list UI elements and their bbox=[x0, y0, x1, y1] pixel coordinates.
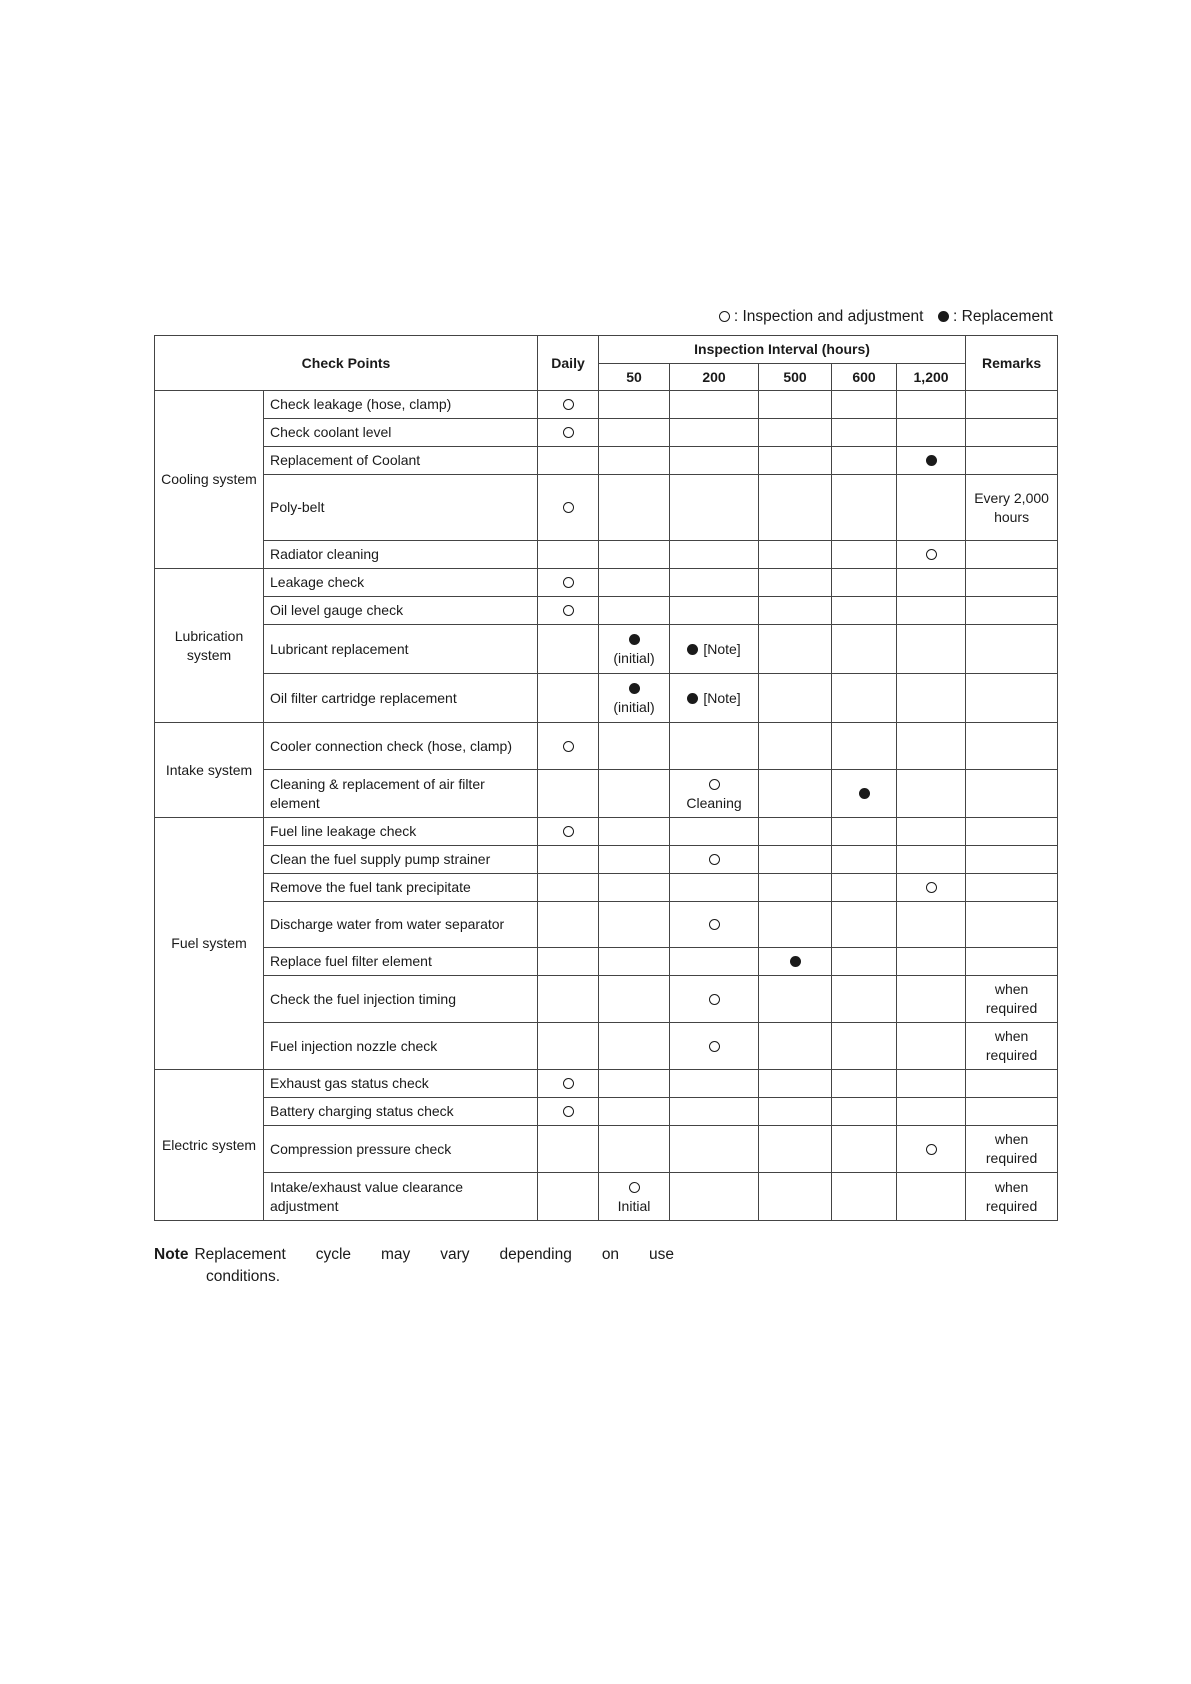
header-daily: Daily bbox=[538, 336, 599, 391]
replacement-mark-icon bbox=[926, 455, 937, 466]
replacement-mark-icon bbox=[790, 956, 801, 967]
replacement-mark-icon bbox=[687, 693, 698, 704]
replacement-mark-icon bbox=[859, 788, 870, 799]
table-row bbox=[155, 1126, 1058, 1173]
table-row bbox=[155, 976, 1058, 1023]
table-row bbox=[155, 846, 1058, 874]
maintenance-schedule-table bbox=[154, 335, 1058, 1221]
check-point-label: Oil level gauge check bbox=[264, 597, 538, 625]
interval-cell-600 bbox=[832, 1023, 897, 1070]
interval-cell-50 bbox=[599, 475, 670, 541]
cell-caption: (initial) bbox=[613, 650, 655, 666]
remarks-cell bbox=[966, 874, 1058, 902]
inspection-mark-icon bbox=[563, 605, 574, 616]
inspection-mark-icon bbox=[563, 427, 574, 438]
interval-cell-500 bbox=[759, 447, 832, 475]
daily-cell bbox=[538, 818, 599, 846]
inspection-mark-icon bbox=[563, 399, 574, 410]
interval-cell-1-200 bbox=[897, 770, 966, 818]
interval-cell-1-200 bbox=[897, 625, 966, 674]
remarks-cell bbox=[966, 948, 1058, 976]
table-row bbox=[155, 874, 1058, 902]
interval-cell-200 bbox=[670, 419, 759, 447]
check-point-label: Check the fuel injection timing bbox=[264, 976, 538, 1023]
daily-cell bbox=[538, 1070, 599, 1098]
interval-cell-1-200 bbox=[897, 1070, 966, 1098]
interval-cell-200 bbox=[670, 902, 759, 948]
remarks-cell bbox=[966, 625, 1058, 674]
interval-cell-600 bbox=[832, 818, 897, 846]
check-point-label: Radiator cleaning bbox=[264, 541, 538, 569]
table-row bbox=[155, 948, 1058, 976]
interval-cell-1-200 bbox=[897, 976, 966, 1023]
daily-cell bbox=[538, 475, 599, 541]
remarks-cell bbox=[966, 902, 1058, 948]
daily-cell bbox=[538, 625, 599, 674]
interval-cell-500 bbox=[759, 1098, 832, 1126]
interval-cell-600 bbox=[832, 419, 897, 447]
open-circle-icon bbox=[719, 311, 730, 322]
check-point-label: Discharge water from water separator bbox=[264, 902, 538, 948]
table-row bbox=[155, 569, 1058, 597]
interval-cell-50 bbox=[599, 674, 670, 723]
table-row bbox=[155, 541, 1058, 569]
interval-cell-200 bbox=[670, 1023, 759, 1070]
interval-cell-600 bbox=[832, 976, 897, 1023]
system-electric-system: Electric system bbox=[155, 1070, 264, 1221]
check-point-label: Lubricant replacement bbox=[264, 625, 538, 674]
check-point-label: Battery charging status check bbox=[264, 1098, 538, 1126]
interval-cell-50 bbox=[599, 818, 670, 846]
remarks-cell: when required bbox=[966, 1126, 1058, 1173]
interval-cell-50 bbox=[599, 597, 670, 625]
inspection-mark-icon bbox=[563, 577, 574, 588]
interval-cell-200 bbox=[670, 391, 759, 419]
check-point-label: Compression pressure check bbox=[264, 1126, 538, 1173]
replacement-mark-icon bbox=[629, 634, 640, 645]
interval-cell-600 bbox=[832, 948, 897, 976]
interval-cell-50 bbox=[599, 391, 670, 419]
daily-cell bbox=[538, 674, 599, 723]
inspection-mark-icon bbox=[709, 854, 720, 865]
interval-cell-600 bbox=[832, 1173, 897, 1221]
daily-cell bbox=[538, 419, 599, 447]
check-point-label: Clean the fuel supply pump strainer bbox=[264, 846, 538, 874]
system-cooling-system: Cooling system bbox=[155, 391, 264, 569]
daily-cell bbox=[538, 597, 599, 625]
interval-cell-500 bbox=[759, 475, 832, 541]
interval-cell-500 bbox=[759, 597, 832, 625]
daily-cell bbox=[538, 1126, 599, 1173]
remarks-cell bbox=[966, 447, 1058, 475]
interval-cell-50 bbox=[599, 1023, 670, 1070]
interval-cell-50 bbox=[599, 1098, 670, 1126]
interval-cell-500 bbox=[759, 874, 832, 902]
interval-cell-50 bbox=[599, 625, 670, 674]
legend-replacement-label: : Replacement bbox=[953, 308, 1053, 325]
interval-cell-1-200 bbox=[897, 1023, 966, 1070]
interval-cell-600 bbox=[832, 597, 897, 625]
interval-cell-50 bbox=[599, 569, 670, 597]
inspection-mark-icon bbox=[563, 741, 574, 752]
interval-cell-50 bbox=[599, 541, 670, 569]
header-hours-500: 500 bbox=[759, 364, 832, 391]
remarks-cell bbox=[966, 391, 1058, 419]
replacement-mark-icon bbox=[629, 683, 640, 694]
table-row bbox=[155, 1173, 1058, 1221]
interval-cell-600 bbox=[832, 674, 897, 723]
header-hours-50: 50 bbox=[599, 364, 670, 391]
remarks-cell bbox=[966, 846, 1058, 874]
remarks-cell bbox=[966, 818, 1058, 846]
interval-cell-1-200 bbox=[897, 597, 966, 625]
daily-cell bbox=[538, 723, 599, 770]
interval-cell-1-200 bbox=[897, 1098, 966, 1126]
table-row bbox=[155, 723, 1058, 770]
interval-cell-200 bbox=[670, 475, 759, 541]
interval-cell-200 bbox=[670, 541, 759, 569]
inspection-mark-icon bbox=[709, 919, 720, 930]
interval-cell-500 bbox=[759, 674, 832, 723]
note-line-2: conditions. bbox=[206, 1268, 281, 1285]
interval-cell-600 bbox=[832, 770, 897, 818]
interval-cell-50 bbox=[599, 976, 670, 1023]
interval-cell-50 bbox=[599, 1126, 670, 1173]
interval-cell-50 bbox=[599, 447, 670, 475]
interval-cell-500 bbox=[759, 1023, 832, 1070]
header-interval: Inspection Interval (hours) bbox=[599, 336, 966, 364]
table-row bbox=[155, 818, 1058, 846]
remarks-cell bbox=[966, 419, 1058, 447]
remarks-cell bbox=[966, 723, 1058, 770]
interval-cell-500 bbox=[759, 419, 832, 447]
remarks-cell bbox=[966, 569, 1058, 597]
interval-cell-50 bbox=[599, 1173, 670, 1221]
remarks-cell bbox=[966, 541, 1058, 569]
interval-cell-200 bbox=[670, 597, 759, 625]
remarks-cell bbox=[966, 597, 1058, 625]
remarks-cell: when required bbox=[966, 1173, 1058, 1221]
table-row bbox=[155, 770, 1058, 818]
interval-cell-500 bbox=[759, 976, 832, 1023]
interval-cell-200 bbox=[670, 1098, 759, 1126]
note bbox=[154, 1244, 674, 1288]
interval-cell-600 bbox=[832, 475, 897, 541]
daily-cell bbox=[538, 1023, 599, 1070]
interval-cell-200 bbox=[670, 948, 759, 976]
header-hours-200: 200 bbox=[670, 364, 759, 391]
interval-cell-600 bbox=[832, 874, 897, 902]
inspection-mark-icon bbox=[629, 1182, 640, 1193]
interval-cell-500 bbox=[759, 902, 832, 948]
remarks-cell bbox=[966, 1098, 1058, 1126]
daily-cell bbox=[538, 1173, 599, 1221]
check-point-label: Cooler connection check (hose, clamp) bbox=[264, 723, 538, 770]
check-point-label: Remove the fuel tank precipitate bbox=[264, 874, 538, 902]
interval-cell-50 bbox=[599, 846, 670, 874]
interval-cell-50 bbox=[599, 419, 670, 447]
check-point-label: Fuel line leakage check bbox=[264, 818, 538, 846]
cell-suffix: [Note] bbox=[703, 640, 741, 657]
daily-cell bbox=[538, 976, 599, 1023]
interval-cell-1-200 bbox=[897, 674, 966, 723]
table-row bbox=[155, 391, 1058, 419]
interval-cell-600 bbox=[832, 846, 897, 874]
inspection-mark-icon bbox=[926, 882, 937, 893]
inspection-mark-icon bbox=[709, 994, 720, 1005]
table-row bbox=[155, 419, 1058, 447]
inspection-mark-icon bbox=[563, 1078, 574, 1089]
interval-cell-500 bbox=[759, 948, 832, 976]
inspection-mark-icon bbox=[926, 1144, 937, 1155]
interval-cell-1-200 bbox=[897, 948, 966, 976]
interval-cell-1-200 bbox=[897, 391, 966, 419]
interval-cell-1-200 bbox=[897, 541, 966, 569]
interval-cell-200 bbox=[670, 1173, 759, 1221]
interval-cell-200 bbox=[670, 674, 759, 723]
table-row bbox=[155, 597, 1058, 625]
cell-caption: (initial) bbox=[613, 699, 655, 715]
legend-inspection-label: : Inspection and adjustment bbox=[733, 308, 924, 325]
interval-cell-200 bbox=[670, 818, 759, 846]
inspection-mark-icon bbox=[563, 826, 574, 837]
interval-cell-200 bbox=[670, 625, 759, 674]
check-point-label: Replacement of Coolant bbox=[264, 447, 538, 475]
daily-cell bbox=[538, 770, 599, 818]
interval-cell-200 bbox=[670, 1126, 759, 1173]
interval-cell-600 bbox=[832, 625, 897, 674]
inspection-mark-icon bbox=[563, 1106, 574, 1117]
daily-cell bbox=[538, 846, 599, 874]
interval-cell-50 bbox=[599, 874, 670, 902]
remarks-cell: when required bbox=[966, 976, 1058, 1023]
interval-cell-1-200 bbox=[897, 874, 966, 902]
interval-cell-600 bbox=[832, 1126, 897, 1173]
inspection-mark-icon bbox=[709, 779, 720, 790]
table-row bbox=[155, 902, 1058, 948]
header-remarks: Remarks bbox=[966, 336, 1058, 391]
check-point-label: Oil filter cartridge replacement bbox=[264, 674, 538, 723]
check-point-label: Check coolant level bbox=[264, 419, 538, 447]
table-row bbox=[155, 1098, 1058, 1126]
interval-cell-600 bbox=[832, 1098, 897, 1126]
interval-cell-1-200 bbox=[897, 569, 966, 597]
remarks-cell bbox=[966, 674, 1058, 723]
interval-cell-600 bbox=[832, 447, 897, 475]
cell-caption: Cleaning bbox=[686, 794, 742, 811]
check-point-label: Check leakage (hose, clamp) bbox=[264, 391, 538, 419]
cell-suffix: [Note] bbox=[703, 689, 741, 706]
interval-cell-200 bbox=[670, 723, 759, 770]
interval-cell-500 bbox=[759, 1173, 832, 1221]
check-point-label: Leakage check bbox=[264, 569, 538, 597]
interval-cell-1-200 bbox=[897, 818, 966, 846]
interval-cell-500 bbox=[759, 541, 832, 569]
table-row bbox=[155, 475, 1058, 541]
daily-cell bbox=[538, 874, 599, 902]
filled-circle-icon bbox=[938, 311, 949, 322]
legend bbox=[719, 308, 1053, 326]
interval-cell-600 bbox=[832, 723, 897, 770]
check-point-label: Intake/exhaust value clearance adjustment bbox=[264, 1173, 538, 1221]
interval-cell-200 bbox=[670, 846, 759, 874]
interval-cell-500 bbox=[759, 1126, 832, 1173]
inspection-mark-icon bbox=[563, 502, 574, 513]
interval-cell-600 bbox=[832, 569, 897, 597]
header-hours-600: 600 bbox=[832, 364, 897, 391]
inspection-mark-icon bbox=[926, 549, 937, 560]
interval-cell-50 bbox=[599, 948, 670, 976]
interval-cell-1-200 bbox=[897, 846, 966, 874]
check-point-label: Fuel injection nozzle check bbox=[264, 1023, 538, 1070]
interval-cell-200 bbox=[670, 770, 759, 818]
interval-cell-500 bbox=[759, 723, 832, 770]
table-row bbox=[155, 1070, 1058, 1098]
daily-cell bbox=[538, 902, 599, 948]
interval-cell-1-200 bbox=[897, 1126, 966, 1173]
interval-cell-500 bbox=[759, 846, 832, 874]
remarks-cell bbox=[966, 1070, 1058, 1098]
interval-cell-600 bbox=[832, 391, 897, 419]
remarks-cell: Every 2,000 hours bbox=[966, 475, 1058, 541]
system-intake-system: Intake system bbox=[155, 723, 264, 818]
daily-cell bbox=[538, 569, 599, 597]
interval-cell-200 bbox=[670, 976, 759, 1023]
check-point-label: Poly-belt bbox=[264, 475, 538, 541]
remarks-cell bbox=[966, 770, 1058, 818]
note-text: Replacement cycle may vary depending on use bbox=[194, 1246, 674, 1263]
interval-cell-1-200 bbox=[897, 723, 966, 770]
interval-cell-600 bbox=[832, 541, 897, 569]
daily-cell bbox=[538, 948, 599, 976]
interval-cell-1-200 bbox=[897, 447, 966, 475]
system-lubrication-system: Lubrication system bbox=[155, 569, 264, 723]
table-row bbox=[155, 674, 1058, 723]
daily-cell bbox=[538, 541, 599, 569]
interval-cell-500 bbox=[759, 770, 832, 818]
interval-cell-500 bbox=[759, 391, 832, 419]
interval-cell-50 bbox=[599, 1070, 670, 1098]
interval-cell-500 bbox=[759, 818, 832, 846]
interval-cell-200 bbox=[670, 569, 759, 597]
schedule-body bbox=[155, 391, 1058, 1221]
interval-cell-50 bbox=[599, 723, 670, 770]
interval-cell-600 bbox=[832, 1070, 897, 1098]
cell-caption: Initial bbox=[617, 1197, 651, 1214]
interval-cell-50 bbox=[599, 770, 670, 818]
header-hours-1200: 1,200 bbox=[897, 364, 966, 391]
header-check-points: Check Points bbox=[155, 336, 538, 391]
interval-cell-1-200 bbox=[897, 902, 966, 948]
daily-cell bbox=[538, 391, 599, 419]
check-point-label: Exhaust gas status check bbox=[264, 1070, 538, 1098]
interval-cell-200 bbox=[670, 874, 759, 902]
check-point-label: Cleaning & replacement of air filter element bbox=[264, 770, 538, 818]
interval-cell-600 bbox=[832, 902, 897, 948]
interval-cell-500 bbox=[759, 1070, 832, 1098]
daily-cell bbox=[538, 1098, 599, 1126]
interval-cell-500 bbox=[759, 569, 832, 597]
note-label: Note bbox=[154, 1246, 189, 1263]
note-line-1 bbox=[154, 1244, 674, 1266]
system-fuel-system: Fuel system bbox=[155, 818, 264, 1070]
remarks-cell: when required bbox=[966, 1023, 1058, 1070]
interval-cell-1-200 bbox=[897, 419, 966, 447]
interval-cell-200 bbox=[670, 447, 759, 475]
inspection-mark-icon bbox=[709, 1041, 720, 1052]
interval-cell-50 bbox=[599, 902, 670, 948]
table-row bbox=[155, 1023, 1058, 1070]
table-row bbox=[155, 625, 1058, 674]
table-row bbox=[155, 447, 1058, 475]
daily-cell bbox=[538, 447, 599, 475]
interval-cell-1-200 bbox=[897, 1173, 966, 1221]
check-point-label: Replace fuel filter element bbox=[264, 948, 538, 976]
interval-cell-1-200 bbox=[897, 475, 966, 541]
interval-cell-200 bbox=[670, 1070, 759, 1098]
replacement-mark-icon bbox=[687, 644, 698, 655]
interval-cell-500 bbox=[759, 625, 832, 674]
